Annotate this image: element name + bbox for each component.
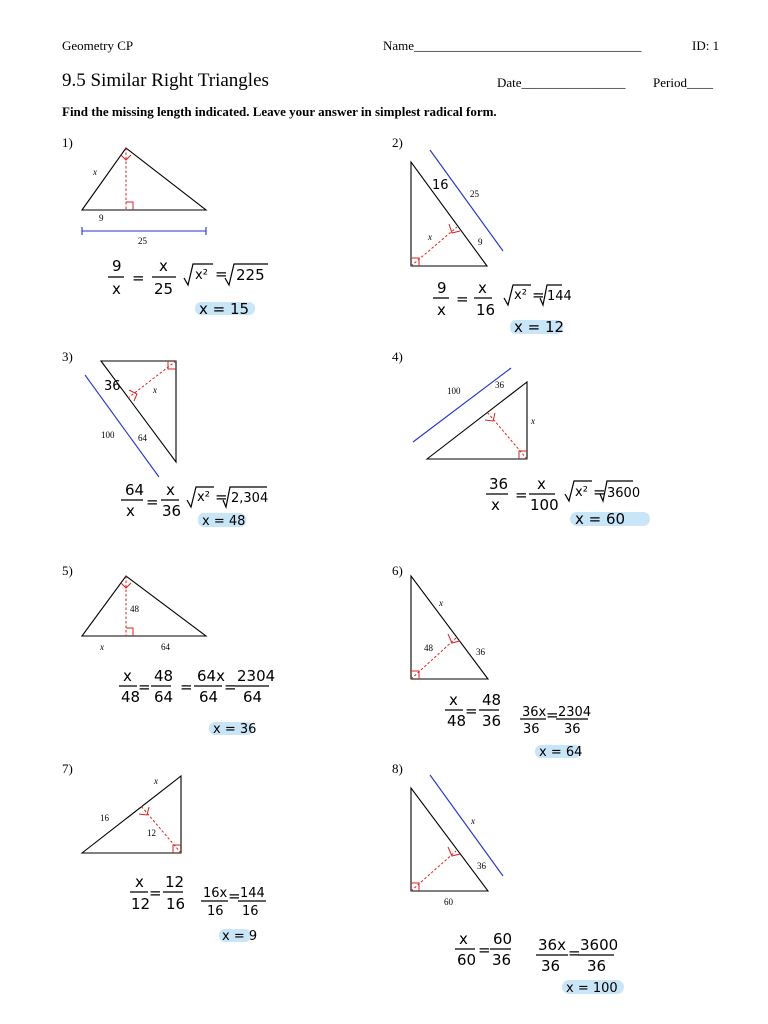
svg-text:2,304: 2,304 [231,491,269,506]
side-label: x [471,816,475,826]
side-label: x [531,416,535,426]
side-label: 36 [104,379,121,394]
svg-text:x: x [166,481,175,499]
svg-text:36: 36 [541,957,561,975]
svg-text:=: = [146,493,159,511]
svg-text:x: x [135,873,144,891]
problem-6-figure [411,576,488,679]
svg-text:64: 64 [199,688,219,706]
svg-text:=: = [478,941,491,959]
instructions: Find the missing length indicated. Leave your answer in simplest radical form. [62,104,497,119]
svg-text:=: = [224,678,237,696]
svg-text:x: x [123,667,132,685]
svg-text:x: x [478,279,487,297]
svg-text:225: 225 [236,266,265,284]
svg-text:16: 16 [207,904,224,919]
triangle [82,576,206,636]
triangle [411,576,488,679]
svg-text:36: 36 [564,722,581,737]
svg-text:=: = [456,290,469,308]
answer-2: x = 12 [514,318,565,336]
problem-5-work [119,667,275,737]
svg-text:2304: 2304 [558,705,592,720]
dimension-line [85,375,159,477]
svg-text:=: = [568,944,581,962]
svg-text:=: = [465,702,478,720]
answer-3: x = 48 [202,514,246,529]
svg-text:12: 12 [131,895,151,913]
svg-text:36x: 36x [538,936,566,954]
side-label: x [93,167,97,177]
svg-text:36: 36 [482,712,502,730]
svg-text:100: 100 [530,496,559,514]
svg-text:36: 36 [489,475,509,493]
svg-text:48: 48 [121,688,141,706]
answer-1: x = 15 [199,300,250,318]
side-label: 25 [470,189,479,199]
problem-3-work [121,481,268,529]
svg-text:144: 144 [240,886,265,901]
triangle [101,361,176,462]
altitude [411,227,457,266]
problem-number-6: 6) [392,563,403,578]
side-label: x [439,598,443,608]
name-field[interactable]: Name___________________________________ [383,38,642,53]
svg-text:=: = [546,706,559,724]
altitude [411,638,456,679]
side-label: 48 [130,604,139,614]
svg-text:9: 9 [437,279,447,297]
side-label: 48 [424,643,433,653]
worksheet-title: 9.5 Similar Right Triangles [62,70,269,91]
svg-text:12: 12 [165,873,185,891]
side-label: 36 [476,647,485,657]
problem-1-work [108,257,268,318]
problem-number-7: 7) [62,761,73,776]
right-angle-mark [126,628,133,636]
svg-text:x: x [437,301,446,319]
problem-number-8: 8) [392,761,403,776]
right-angle-mark [139,807,149,815]
problem-8-figure [411,775,503,907]
side-label: 16 [100,813,109,823]
problem-6-work [445,691,591,760]
right-angle-mark [126,202,133,210]
svg-text:=: = [149,884,162,902]
svg-text:64: 64 [125,481,145,499]
problem-number-3: 3) [62,349,73,364]
svg-text:48: 48 [447,712,467,730]
altitude [128,361,176,398]
svg-text:=: = [215,265,228,283]
svg-text:16: 16 [166,895,186,913]
svg-text:=: = [532,286,545,304]
problem-4-work [486,475,650,528]
svg-text:64x: 64x [197,667,225,685]
answer-7: x = 9 [222,929,258,944]
problem-3-figure [85,361,176,477]
side-label: x [100,642,104,652]
side-label: 36 [477,861,486,871]
problem-number-1: 1) [62,135,73,150]
side-label: 36 [495,380,504,390]
svg-text:64: 64 [154,688,174,706]
triangle [82,776,181,853]
answer-6: x = 64 [539,745,583,760]
svg-text:x: x [112,280,121,298]
svg-text:=: = [180,678,193,696]
svg-text:x: x [491,496,500,514]
svg-text:x: x [449,691,458,709]
svg-text:25: 25 [154,280,174,298]
svg-text:x: x [126,502,135,520]
svg-text:=: = [593,483,606,501]
side-label: 9 [478,237,483,247]
period-field[interactable]: Period____ [653,75,713,90]
svg-text:60: 60 [457,951,477,969]
svg-text:64: 64 [243,688,263,706]
svg-text:60: 60 [493,930,513,948]
answer-4: x = 60 [575,510,626,528]
svg-text:16: 16 [476,301,496,319]
svg-text:3600: 3600 [580,936,619,954]
svg-text:=: = [132,269,145,287]
svg-text:=: = [215,488,228,506]
svg-text:x²: x² [197,490,210,505]
problem-7-work [130,873,266,944]
svg-text:36: 36 [523,722,540,737]
svg-text:2304: 2304 [237,667,276,685]
svg-text:=: = [138,678,151,696]
problem-2-figure [411,150,503,266]
problem-8-work [455,930,624,996]
svg-text:48: 48 [154,667,174,685]
side-label: 9 [99,213,104,223]
right-angle-mark [485,413,495,421]
problem-number-4: 4) [392,349,403,364]
side-label: 60 [444,897,453,907]
svg-text:=: = [228,887,241,905]
svg-text:9: 9 [112,257,122,275]
triangle [82,148,206,210]
side-label: 25 [138,236,147,246]
svg-text:36: 36 [162,502,182,520]
svg-text:36: 36 [492,951,512,969]
svg-text:36: 36 [587,957,607,975]
answer-8: x = 100 [566,981,618,996]
side-label: 16 [432,178,449,193]
svg-text:x: x [159,257,168,275]
problem-number-2: 2) [392,135,403,150]
svg-text:48: 48 [482,691,502,709]
side-label: x [153,385,157,395]
problem-2-work [433,279,572,336]
dimension-line [430,775,503,876]
side-label: 64 [161,642,170,652]
svg-text:3600: 3600 [607,486,641,501]
problem-5-figure [82,576,206,652]
dimension-line [430,150,503,251]
side-label: x [154,776,158,786]
altitude [411,851,456,891]
svg-text:x²: x² [514,288,527,303]
right-angle-mark [449,224,460,233]
svg-text:36x: 36x [522,705,547,720]
date-field[interactable]: Date________________ [497,75,626,90]
svg-text:x: x [537,475,546,493]
side-label: x [428,232,432,242]
problem-4-figure [413,368,535,459]
problem-1-figure [82,148,206,246]
answer-5: x = 36 [213,722,257,737]
svg-text:16x: 16x [203,886,228,901]
side-label: 12 [147,828,156,838]
id-label: ID: 1 [692,38,720,53]
problem-7-figure [82,776,181,853]
problem-number-5: 5) [62,563,73,578]
svg-text:144: 144 [547,289,572,304]
svg-text:16: 16 [242,904,259,919]
side-label: 100 [101,430,115,440]
course-name: Geometry CP [62,38,134,53]
svg-text:x: x [459,930,468,948]
side-label: 64 [138,433,147,443]
svg-text:x²: x² [575,485,588,500]
svg-text:=: = [515,486,528,504]
svg-text:x²: x² [195,268,208,283]
side-label: 100 [447,386,461,396]
